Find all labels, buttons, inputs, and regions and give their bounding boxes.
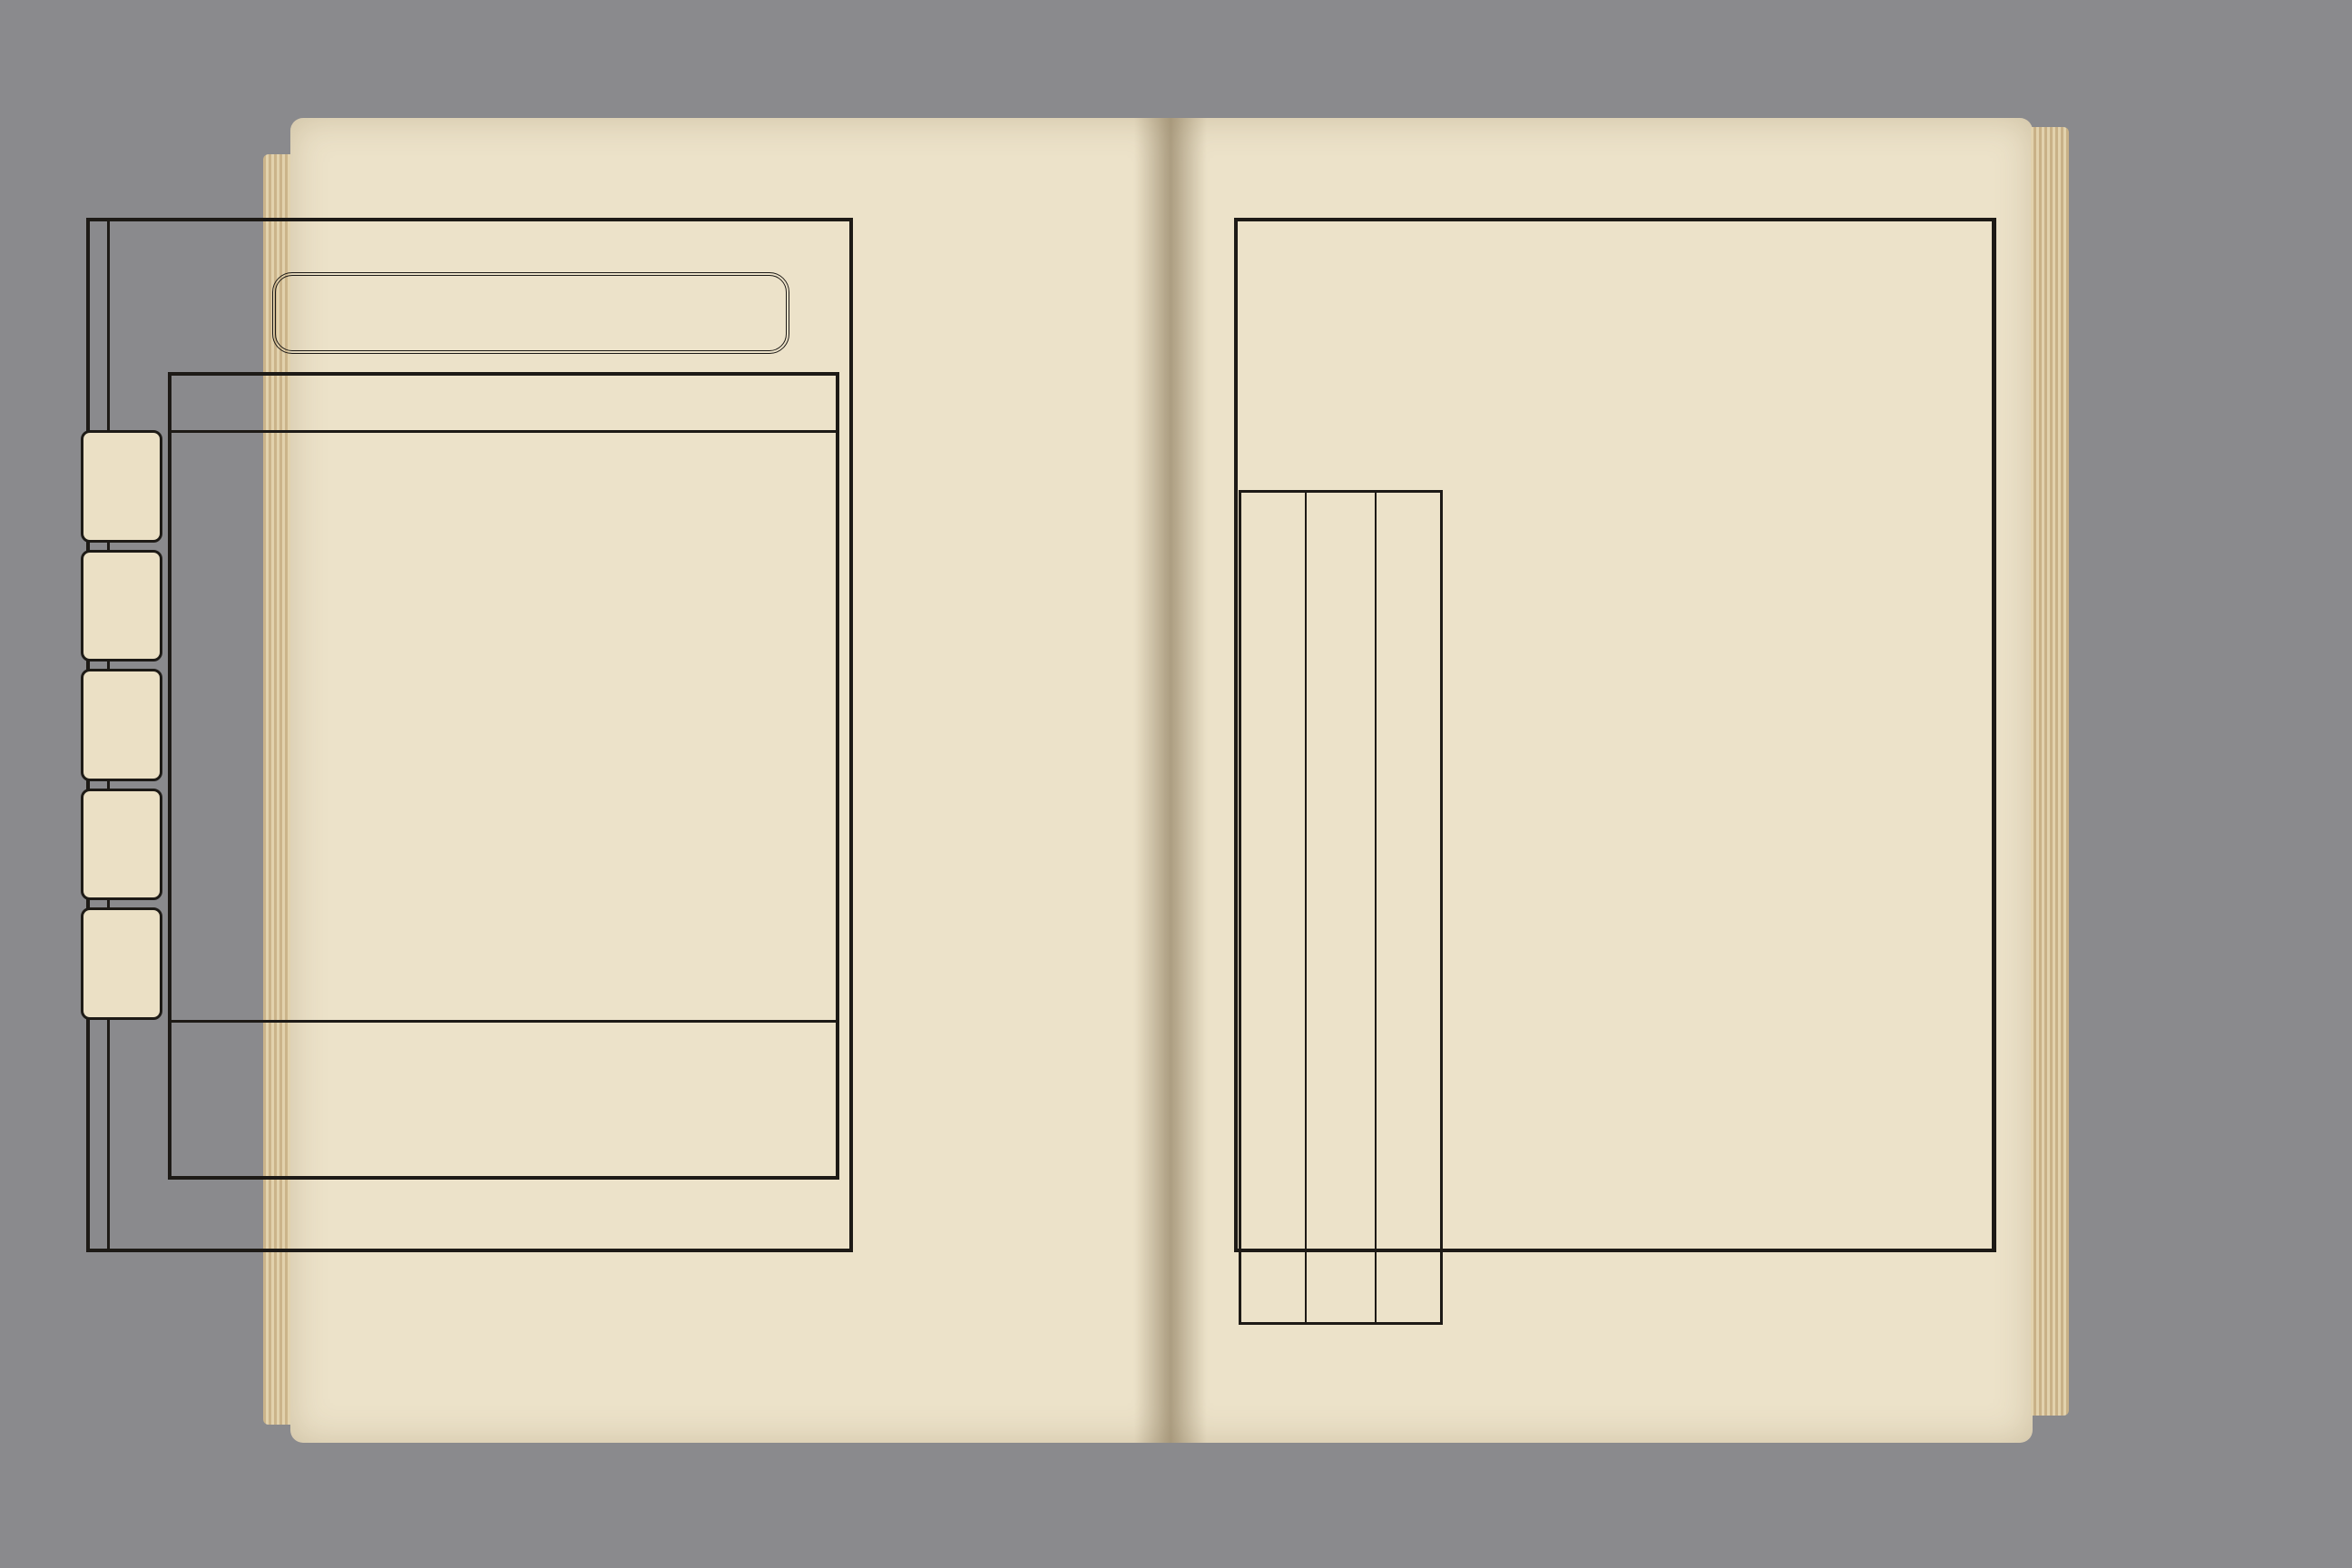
row-label — [81, 550, 162, 662]
right-margin-rule — [1992, 218, 1994, 1252]
row-label — [81, 907, 162, 1020]
vowel-symbol-column — [1307, 493, 1377, 1322]
row-label — [81, 789, 162, 901]
row-label — [81, 430, 162, 543]
vowel-chart — [1239, 490, 1443, 1325]
row-labels — [81, 430, 162, 1020]
book-gutter — [1134, 118, 1207, 1443]
page-edge-right — [2031, 127, 2069, 1416]
body-text — [1452, 363, 1969, 1361]
vowel-kanji-column — [1377, 493, 1442, 1322]
chart-title-box — [272, 272, 789, 354]
consonant-header-row — [172, 376, 836, 433]
articulation-row — [172, 1020, 836, 1179]
syllable-grid — [172, 430, 836, 1020]
row-label — [81, 669, 162, 781]
vowel-column — [1241, 493, 1307, 1322]
syllabary-chart — [168, 372, 839, 1180]
